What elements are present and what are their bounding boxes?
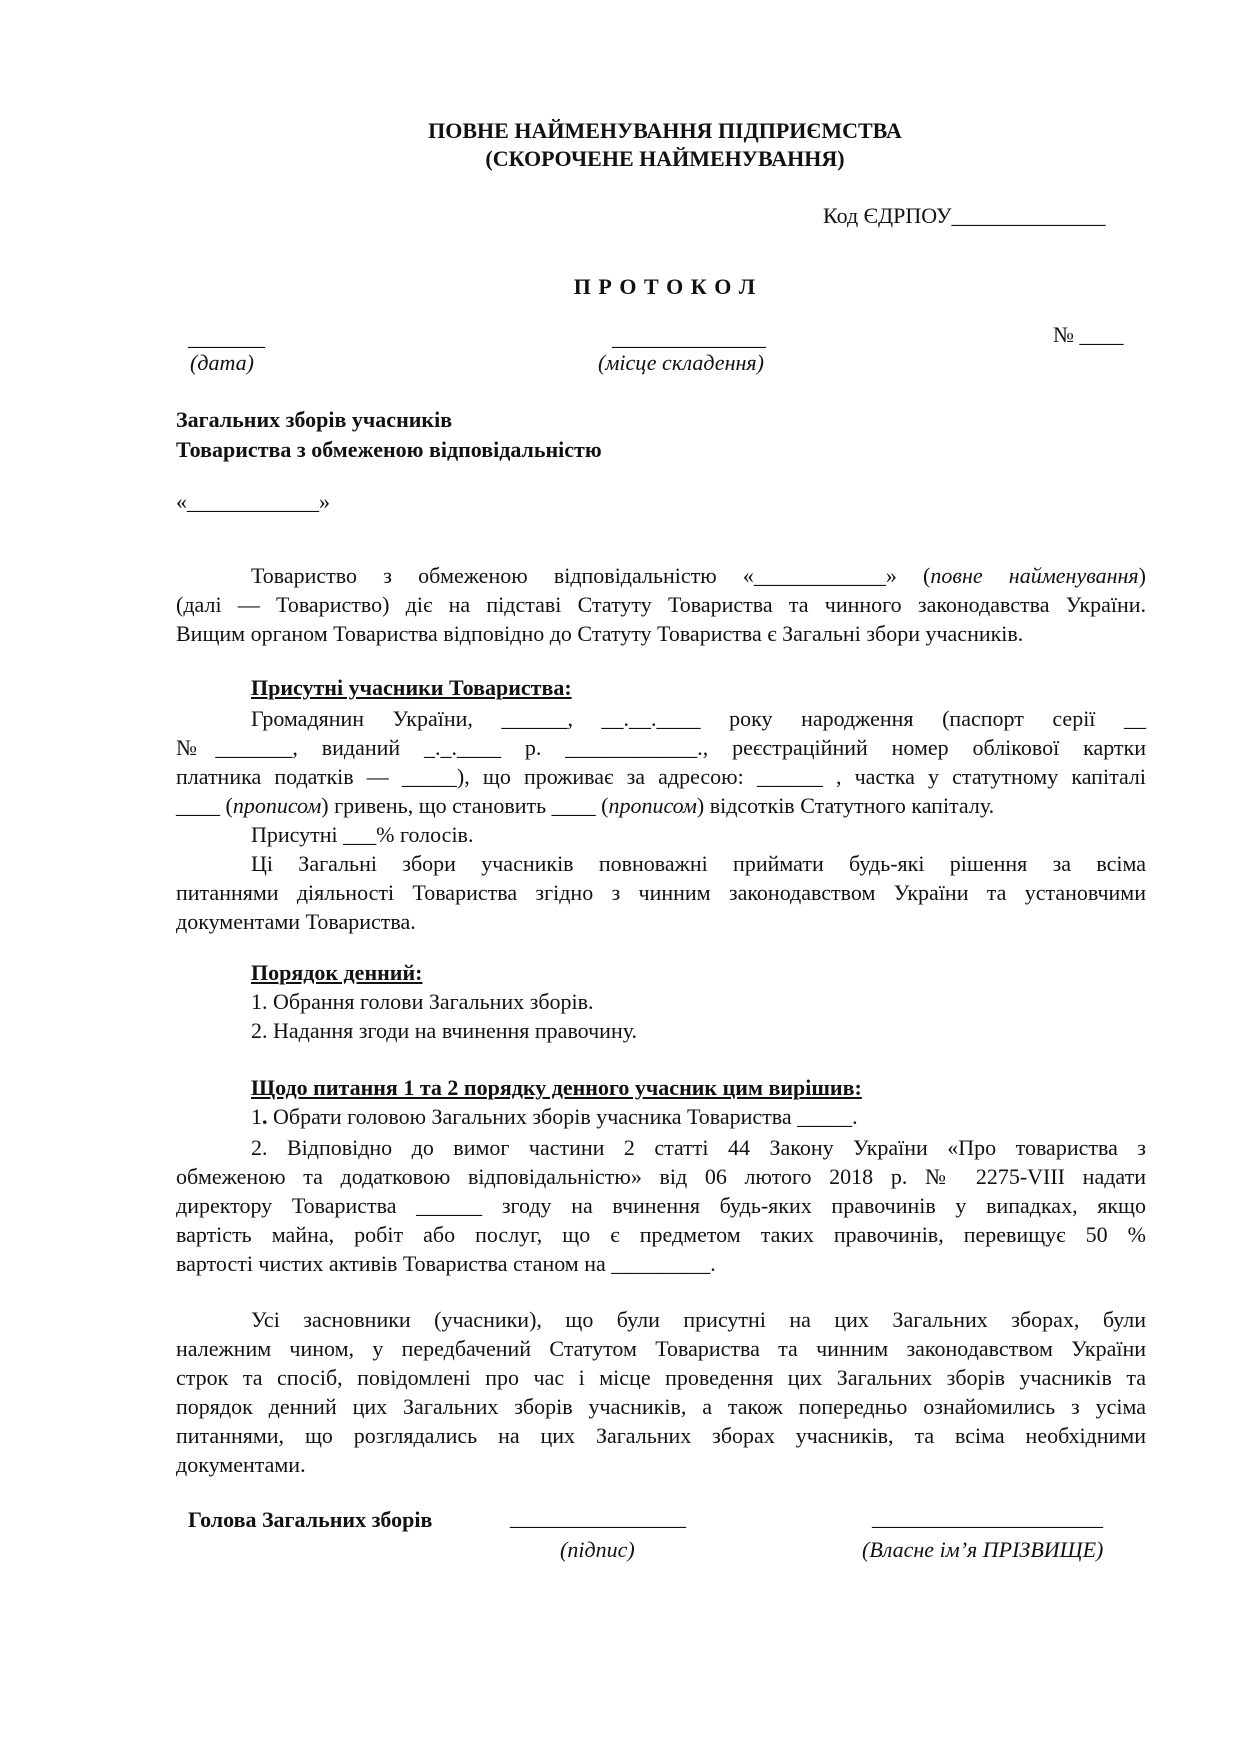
protocol-number: № ____ (1053, 322, 1124, 347)
decision-1-number: 1 (251, 1104, 262, 1129)
company-name-blank: «____________» (176, 489, 330, 514)
decision-heading: Щодо питання 1 та 2 порядку денного учасник цим вирішив: (251, 1075, 862, 1100)
name-label: (Власне ім’я ПРІЗВИЩЕ) (862, 1537, 1104, 1562)
quorum-line-3: документами Товариства. (176, 909, 416, 934)
intro-paren: ) (1138, 563, 1146, 588)
closing-paragraph (176, 1305, 1146, 1479)
company-short-name: (СКОРОЧЕНЕ НАЙМЕНУВАННЯ) (485, 146, 845, 171)
present-line-4 (176, 791, 1146, 820)
signature-label: (підпис) (560, 1537, 635, 1562)
intro-paragraph (176, 561, 1146, 648)
company-full-name: ПОВНЕ НАЙМЕНУВАННЯ ПІДПРИЄМСТВА (428, 118, 902, 143)
present-line-1: Громадянин України, ______, __.__.____ року народження (паспорт серії __ (251, 706, 1146, 731)
present-paragraph (176, 704, 1146, 936)
present-line-2: №_______, виданий _._.____ р. ____________., реєстраційний номер облікової картки (176, 735, 1146, 760)
place-blank: ______________ (612, 325, 766, 350)
name-blank: _____________________ (872, 1505, 1103, 1530)
quorum-line-1: Ці Загальні збори учасників повноважні приймати будь-які рішення за всіма (251, 851, 1146, 876)
document-title: П Р О Т О К О Л (573, 274, 757, 299)
in-words-hint-2: прописом (608, 793, 697, 818)
decision-item-1 (251, 1104, 858, 1130)
intro-line-1 (176, 561, 1146, 590)
decision-2-line-2: обмеженою та додатковою відповідальністю» від 06 лютого 2018 р. № 2275-VIII надати (176, 1164, 1146, 1189)
decision-1-dot: . (262, 1104, 268, 1129)
date-label: (дата) (190, 350, 254, 375)
agenda-item-1: 1. Обрання голови Загальних зборів. (251, 989, 594, 1014)
full-name-hint: повне найменування (930, 563, 1139, 588)
votes-present: Присутні ___% голосів. (251, 822, 474, 847)
chairman-label: Голова Загальних зборів (188, 1507, 433, 1532)
present-line-3: платника податків — _____), що проживає за адресою: ______ , частка у статутному капіталі (176, 764, 1146, 789)
decision-2-line-3: директору Товариства ______ згоду на вчинення будь-яких правочинів у випадках, якщо (176, 1193, 1146, 1218)
intro-text: Товариство з обмеженою відповідальністю «____________» ( (251, 563, 931, 588)
quorum-line-2: питаннями діяльності Товариства згідно з чинним законодавством України та установчими (176, 880, 1146, 905)
decision-2-line-4: вартість майна, робіт або послуг, що є предметом таких правочинів, перевищує 50 % (176, 1222, 1146, 1247)
share-text: ) гривень, що становить ____ ( (321, 793, 609, 818)
decision-item-2 (176, 1133, 1146, 1278)
agenda-heading: Порядок денний: (251, 960, 423, 985)
subject-line-1: Загальних зборів учасників (176, 407, 453, 432)
share-text-end: ) відсотків Статутного капіталу. (696, 793, 995, 818)
edrpou-code: Код ЄДРПОУ______________ (823, 203, 1106, 228)
signature-blank: ________________ (510, 1505, 686, 1530)
intro-line-2: (далі — Товариство) діє на підставі Статуту Товариства та чинного законодавства України. (176, 592, 1146, 617)
present-heading: Присутні учасники Товариства: (251, 675, 572, 700)
closing-line-6: документами. (176, 1452, 306, 1477)
date-blank: _______ (188, 325, 265, 350)
subject-line-2: Товариства з обмеженою відповідальністю (176, 437, 602, 462)
closing-line-3: строк та спосіб, повідомлені про час і місце проведення цих Загальних зборів учасників та (176, 1365, 1146, 1390)
closing-line-2: належним чином, у передбачений Статутом Товариства та чинним законодавством України (176, 1336, 1146, 1361)
place-label: (місце складення) (598, 350, 764, 375)
closing-line-5: питаннями, що розглядались на цих Загальних зборах учасників, та всіма необхідними (176, 1423, 1146, 1448)
intro-line-3: Вищим органом Товариства відповідно до Статуту Товариства є Загальні збори учасників. (176, 621, 1024, 646)
decision-1-text: Обрати головою Загальних зборів учасника Товариства _____. (267, 1104, 858, 1129)
share-blank: ____ ( (176, 793, 233, 818)
closing-line-1: Усі засновники (учасники), що були присутні на цих Загальних зборах, були (251, 1307, 1146, 1332)
agenda-item-2: 2. Надання згоди на вчинення правочину. (251, 1018, 638, 1043)
in-words-hint: прописом (232, 793, 322, 818)
decision-2-line-5: вартості чистих активів Товариства станом на _________. (176, 1251, 716, 1276)
closing-line-4: порядок денний цих Загальних зборів учасників, а також попередньо ознайомились з усіма (176, 1394, 1146, 1419)
decision-2-line-1: 2. Відповідно до вимог частини 2 статті 44 Закону України «Про товариства з (251, 1135, 1146, 1160)
